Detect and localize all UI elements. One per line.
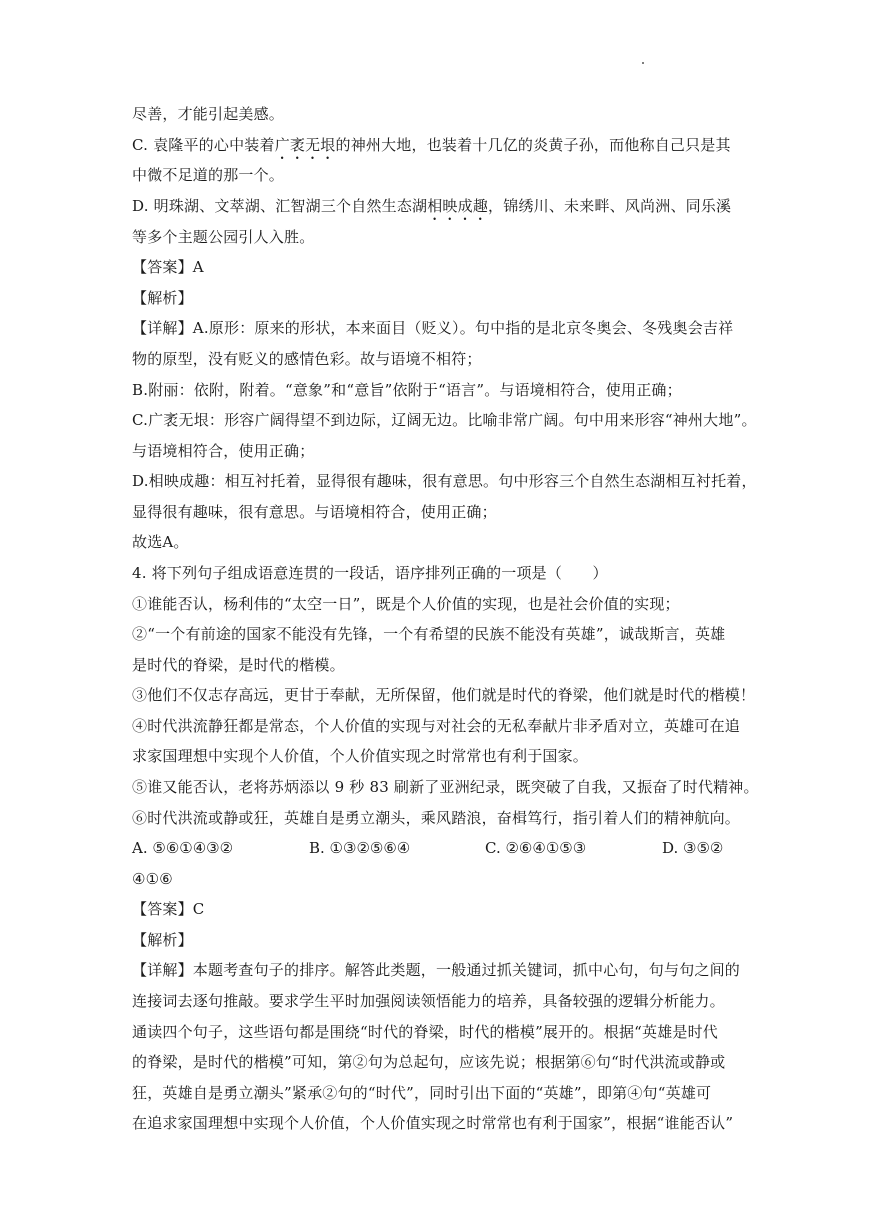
sentence-3: ③他们不仅志存高远，更甘于奉献，无所保留，他们就是时代的脊梁，他们就是时代的楷模！ [132, 686, 756, 704]
text-segment: 的神州大地，也装着十几亿的炎黄子孙，而他称自己只是其 [335, 136, 731, 154]
text-line: 显得很有趣味，很有意思。与语境相符合，使用正确； [132, 503, 497, 521]
text-segment: C. 袁隆平的心中装着 [132, 136, 275, 154]
analysis-label: 【解析】 [132, 931, 193, 949]
question-title: 4. 将下列句子组成语意连贯的一段话，语序排列正确的一项是（ ） [132, 564, 608, 582]
text-line: 求家国理想中实现个人价值，个人价值实现之时常常也有利于国家。 [132, 747, 589, 765]
text-line: C.广袤无垠：形容广阔得望不到边际，辽阔无边。比喻非常广阔。句中用来形容“神州大地”。 [132, 411, 757, 429]
text-segment: D. 明珠湖、文萃湖、汇智湖三个自然生态湖 [132, 197, 428, 215]
text-line: 【详解】本题考查句子的排序。解答此类题，一般通过抓关键词，抓中心句，句与句之间的 [132, 961, 741, 979]
sentence-5: ⑤谁又能否认，老将苏炳添以 9 秒 83 刷新了亚洲纪录，既突破了自我，又振奋了时代精神。 [132, 778, 759, 796]
text-line: 中微不足道的那一个。 [132, 166, 285, 184]
text-line: 的脊梁，是时代的楷模”可知，第②句为总起句，应该先说；根据第⑥句“时代洪流或静或 [132, 1053, 726, 1071]
text-line: 通读四个句子，这些语句都是围绕“时代的脊梁，时代的楷模”展开的。根据“英雄是时代 [132, 1023, 719, 1041]
text-line: 【详解】A.原形：原来的形状，本来面目（贬义）。句中指的是北京冬奥会、冬残奥会吉祥 [132, 319, 734, 337]
text-line: B.附丽：依附，附着。“意象”和“意旨”依附于“语言”。与语境相符合，使用正确； [132, 381, 682, 399]
text-line: 物的原型，没有贬义的感情色彩。故与语境不相符； [132, 350, 482, 368]
text-line: 是时代的脊梁，是时代的楷模。 [132, 656, 345, 674]
sentence-1: ①谁能否认，杨利伟的“太空一日”，既是个人价值的实现，也是社会价值的实现； [132, 595, 680, 613]
option-d-line [132, 196, 742, 224]
option-c-line [132, 135, 742, 163]
text-line: 与语境相符合，使用正确； [132, 442, 315, 460]
analysis-label: 【解析】 [132, 289, 193, 307]
sentence-6: ⑥时代洪流或静或狂，英雄自是勇立潮头，乘风踏浪，奋楫笃行，指引着人们的精神航向。 [132, 809, 741, 827]
text-line: 在追求家国理想中实现个人价值，个人价值实现之时常常也有利于国家”，根据“谁能否认” [132, 1114, 734, 1132]
answer-label: 【答案】A [132, 258, 204, 276]
sentence-4: ④时代洪流静狂都是常态，个人价值的实现与对社会的无私奉献片非矛盾对立，英雄可在追 [132, 717, 741, 735]
answer-options [132, 838, 742, 858]
text-line: 尽善，才能引起美感。 [132, 105, 285, 123]
sentence-2: ②“一个有前途的国家不能没有先锋，一个有希望的民族不能没有英雄”，诚哉斯言，英雄 [132, 625, 726, 643]
text-segment: ，锦绣川、未来畔、风尚洲、同乐溪 [488, 197, 732, 215]
option-d-continued: ④①⑥ [132, 870, 173, 888]
option-c: C. ②⑥④①⑤③ [485, 839, 587, 857]
emphasized-term: 相映成趣 [427, 197, 489, 215]
answer-label: 【答案】C [132, 900, 205, 918]
page-dot [642, 62, 644, 64]
text-line: 连接词去逐句推敲。要求学生平时加强阅读领悟能力的培养，具备较强的逻辑分析能力。 [132, 992, 725, 1010]
option-a: A. ⑤⑥①④③② [132, 839, 234, 857]
option-d: D. ③⑤② [662, 839, 724, 857]
text-line: 故选A。 [132, 533, 189, 551]
option-b: B. ①③②⑤⑥④ [309, 839, 411, 857]
text-line: D.相映成趣：相互衬托着，显得很有趣味，很有意思。句中形容三个自然生态湖相互衬托着， [132, 472, 757, 490]
text-line: 等多个主题公园引人入胜。 [132, 228, 315, 246]
text-line: 狂，英雄自是勇立潮头”紧承②句的“时代”，同时引出下面的“英雄”，即第④句“英雄可 [132, 1084, 712, 1102]
emphasized-term: 广袤无垠 [274, 136, 336, 154]
